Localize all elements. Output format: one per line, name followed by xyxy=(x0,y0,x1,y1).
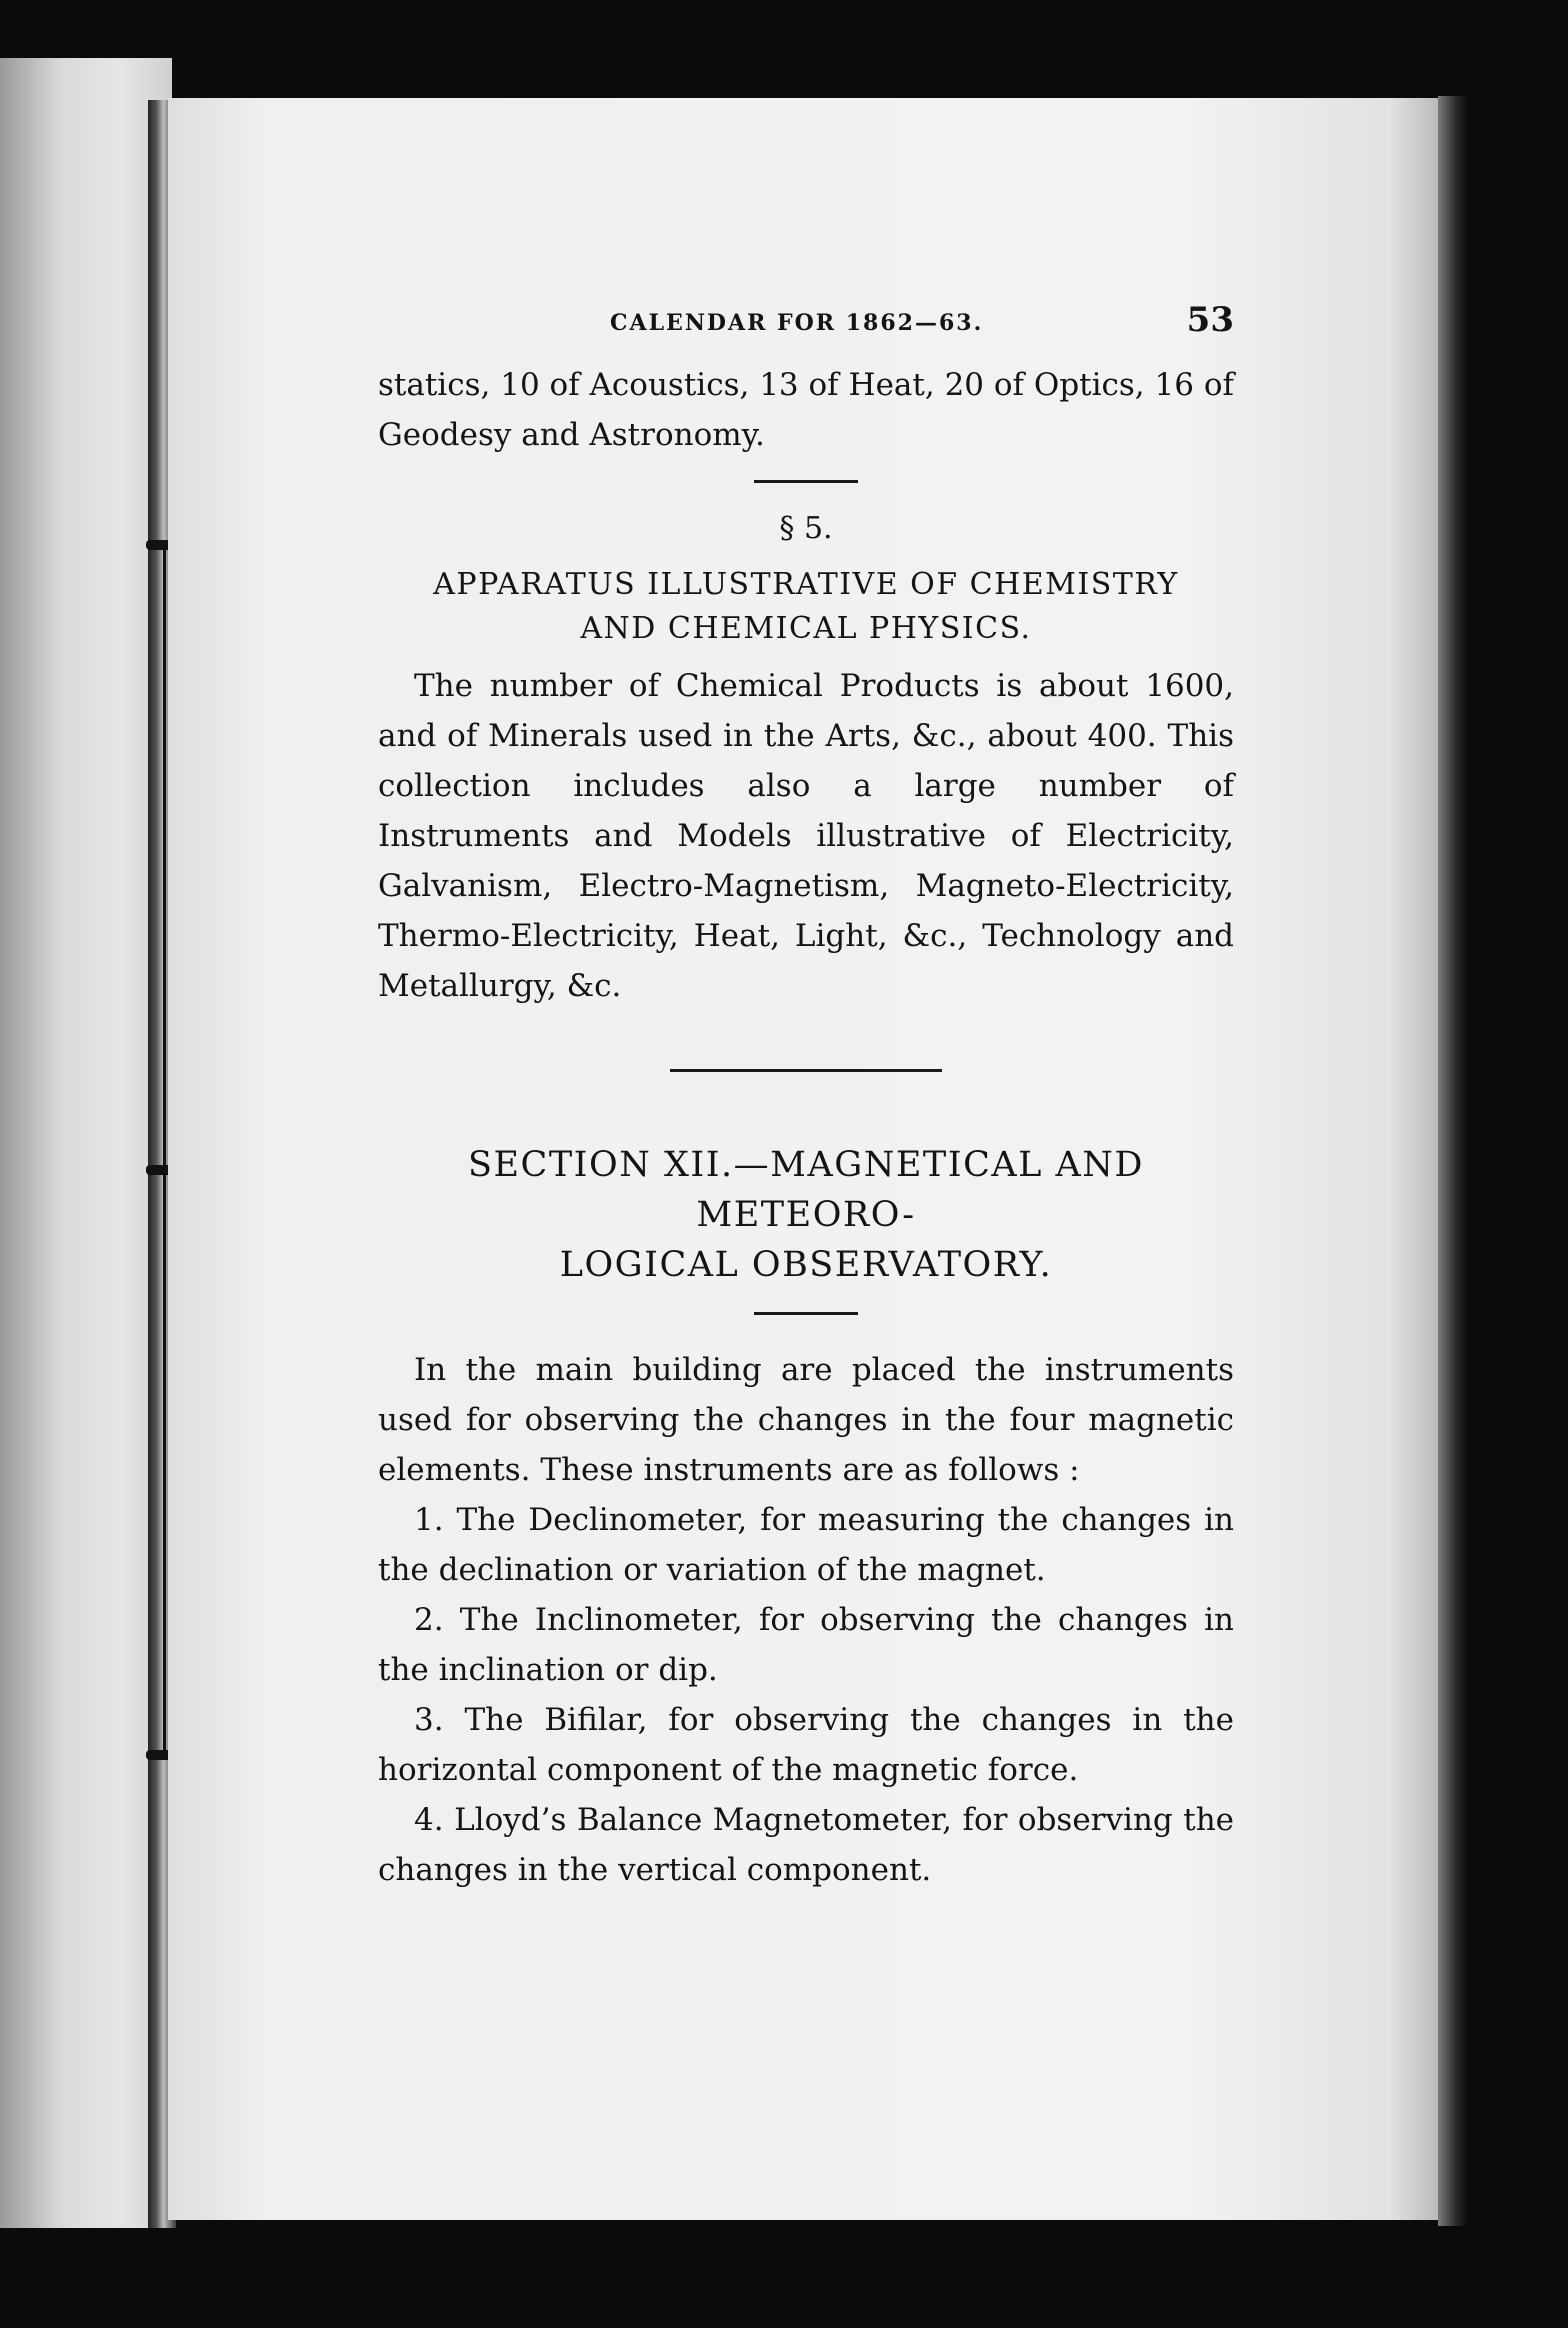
instrument-list-item: 1. The Declinometer, for measuring the changes in the declination or variation of the magnet. xyxy=(378,1502,1234,1588)
binding-stitch xyxy=(163,540,166,1760)
subsection-title-line: APPARATUS ILLUSTRATIVE OF CHEMISTRY xyxy=(433,567,1179,602)
continued-paragraph: statics, 10 of Acoustics, 13 of Heat, 20 of Optics, 16 of Geodesy and Astronomy. xyxy=(378,367,1234,453)
instrument-list-item: 2. The Inclinometer, for observing the changes in the inclination or dip. xyxy=(378,1602,1234,1688)
instrument-list-item: 3. The Bifilar, for observing the changes in the horizontal component of the magnetic force. xyxy=(378,1702,1234,1788)
short-divider xyxy=(754,480,858,483)
short-divider xyxy=(754,1312,858,1315)
section-title-line: LOGICAL OBSERVATORY. xyxy=(559,1245,1053,1285)
page-number: 53 xyxy=(1186,300,1234,340)
subsection-title xyxy=(378,563,1234,651)
section-title-line: SECTION XII.—MAGNETICAL AND METEORO- xyxy=(468,1145,1144,1235)
subsection-title-line: AND CHEMICAL PHYSICS. xyxy=(580,611,1032,646)
facing-page-edge xyxy=(0,58,172,2228)
subsection-paragraph: The number of Chemical Products is about 1600, and of Minerals used in the Arts, &c., about 400. This collection includes also a large number of Instruments and Models illustrative of Electricity, Galvanism, Electro-Magnetism, Magneto-Electricity, Thermo-Electricity, Heat, Light, &c., Technology and Metallurgy, &c. xyxy=(378,668,1234,1004)
subsection-number: § 5. xyxy=(779,511,833,546)
section-divider xyxy=(670,1069,942,1072)
page-text-block xyxy=(378,300,1234,1895)
section-intro-paragraph: In the main building are placed the instruments used for observing the changes in the four magnetic elements. These instruments are as follows : xyxy=(378,1352,1234,1488)
instrument-list-item: 4. Lloyd’s Balance Magnetometer, for observing the changes in the vertical component. xyxy=(378,1802,1234,1888)
section-title xyxy=(378,1140,1234,1290)
page-edge-shadow xyxy=(1438,96,1468,2226)
running-head xyxy=(378,300,1234,360)
running-title: CALENDAR FOR 1862—63. xyxy=(610,310,984,336)
